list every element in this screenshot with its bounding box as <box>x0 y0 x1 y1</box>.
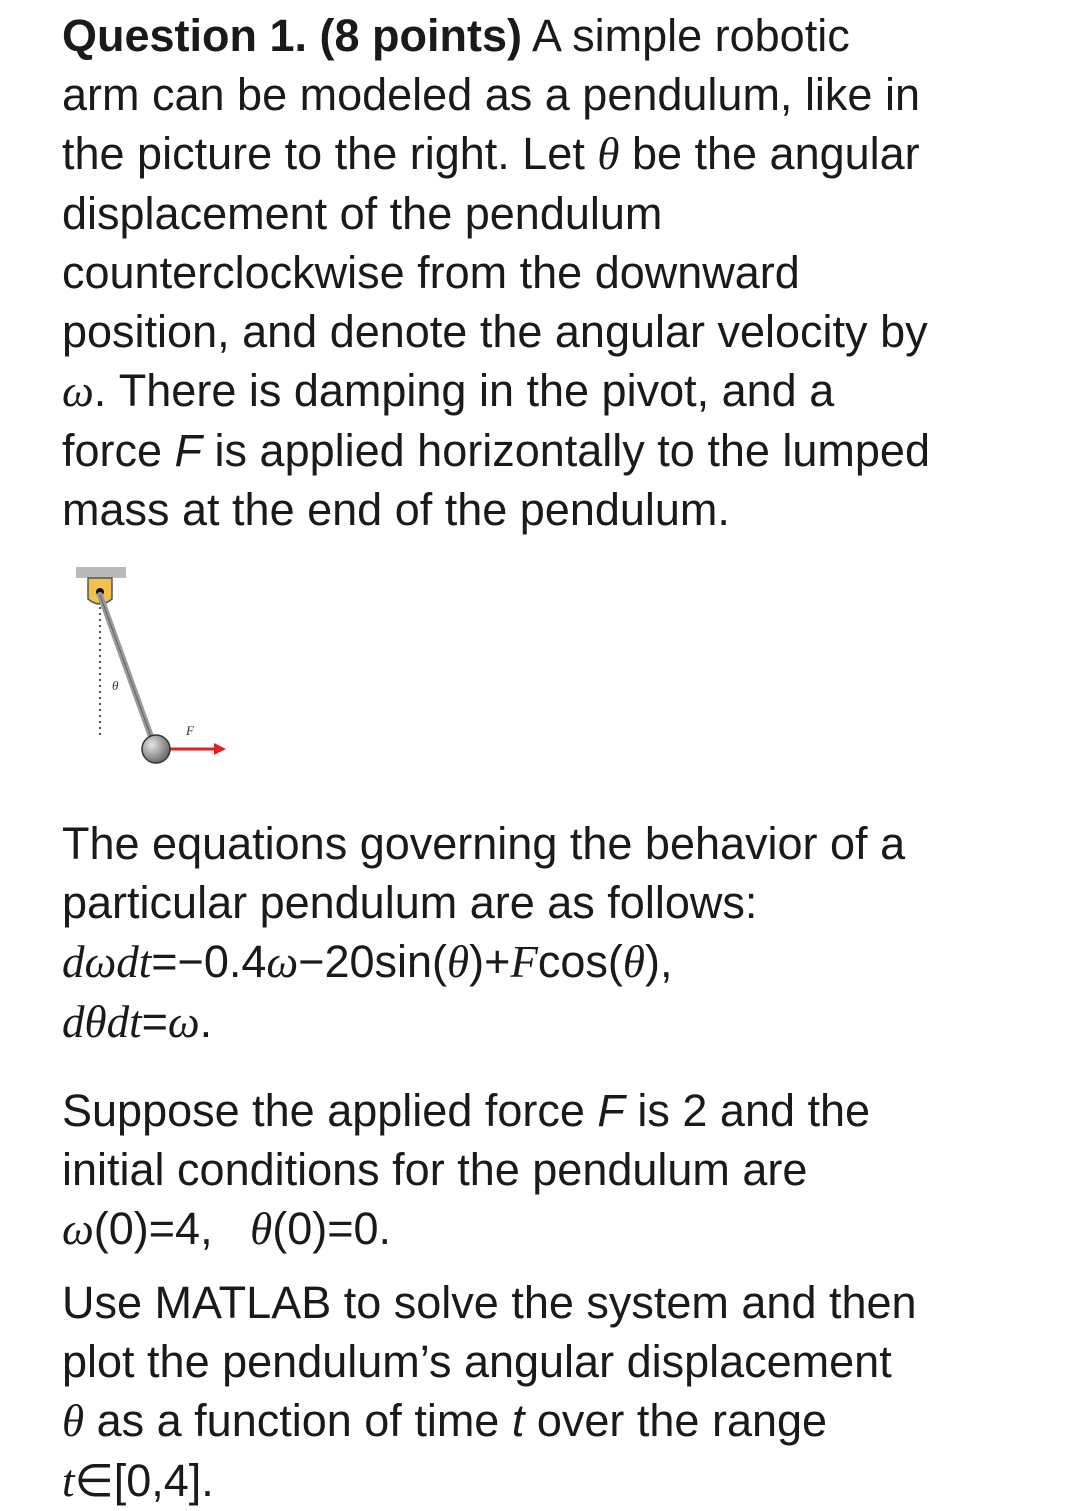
task-line-2: plot the pendulum’s angular displacement <box>62 1336 892 1387</box>
omega-symbol: ω <box>62 366 94 416</box>
intro-line-4: displacement of the pendulum <box>62 188 663 239</box>
task-line-3: θ as a function of time t over the range <box>62 1395 828 1446</box>
intro-line-2: arm can be modeled as a pendulum, like in <box>62 69 920 120</box>
intro-line-9: mass at the end of the pendulum. <box>62 484 730 535</box>
conditions-line-1: Suppose the applied force F is 2 and the <box>62 1085 871 1136</box>
theta-angle-label: θ <box>112 678 119 693</box>
question-heading: Question 1. (8 points) <box>62 10 523 61</box>
task-range: t∈[0,4]. <box>62 1455 214 1506</box>
conditions-line-2: initial conditions for the pendulum are <box>62 1144 808 1195</box>
pendulum-diagram <box>68 561 268 791</box>
question-intro <box>62 6 1022 539</box>
ceiling-mount <box>76 567 126 578</box>
intro-line-1: Question 1. (8 points) A simple robotic <box>62 10 850 61</box>
question-page <box>62 6 1022 1511</box>
pendulum-bob <box>142 735 170 763</box>
task-line-1: Use MATLAB to solve the system and then <box>62 1277 917 1328</box>
task-section <box>62 1273 1022 1511</box>
equations-intro-line-1: The equations governing the behavior of a <box>62 818 906 869</box>
pendulum-figure <box>68 561 268 791</box>
intro-line-5: counterclockwise from the downward <box>62 247 800 298</box>
theta-symbol: θ <box>597 129 620 179</box>
intro-line-7: ω. There is damping in the pivot, and a <box>62 365 835 416</box>
intro-line-6: position, and denote the angular velocity by <box>62 306 928 357</box>
force-label: F <box>186 723 194 738</box>
conditions-section <box>62 1081 1022 1259</box>
force-symbol: F <box>174 425 203 476</box>
equations-intro-line-2: particular pendulum are as follows: <box>62 877 758 928</box>
equation-theta: dθdt=ω. <box>62 996 213 1047</box>
equation-omega: dωdt=−0.4ω−20sin(θ)+Fcos(θ), <box>62 936 673 987</box>
intro-line-3: the picture to the right. Let θ be the angular <box>62 128 920 179</box>
intro-line-8: force F is applied horizontally to the lumped <box>62 425 930 476</box>
force-arrow-head <box>214 743 226 755</box>
pendulum-rod-edge <box>100 595 154 745</box>
initial-conditions: ω(0)=4, θ(0)=0. <box>62 1203 392 1254</box>
equations-section <box>62 814 1022 1052</box>
